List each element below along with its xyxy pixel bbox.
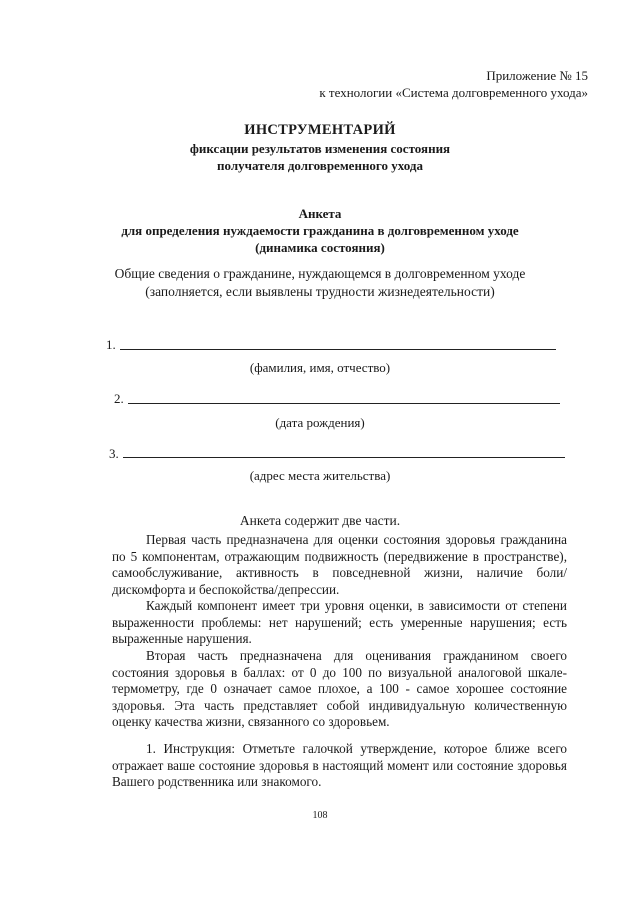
- paragraph-part-one: Первая часть предназначена для оценки состояния здоровья гражданина по 5 компонентам, отражающим подвижность (передвижение в пространстве), самообслуживание, активность в повседневной жизни, наличие боли/дискомфорта и беспокойства/депрессии.: [112, 532, 567, 597]
- paragraph-instruction: 1. Инструкция: Отметьте галочкой утверждение, которое ближе всего отражает ваше состояние здоровья в настоящий момент или состояние здоровья Вашего родственника или знакомого.: [112, 741, 567, 790]
- field-2-caption: (дата рождения): [275, 415, 365, 430]
- general-info-heading: Общие сведения о гражданине, нуждающемся в долговременном уходе: [114, 266, 526, 281]
- toolkit-title: ИНСТРУМЕНТАРИЙ: [244, 122, 396, 138]
- toolkit-subtitle-1: фиксации результатов изменения состояния: [189, 141, 451, 156]
- questionnaire-subtitle-1: для определения нуждаемости гражданина в долговременном уходе: [121, 223, 519, 238]
- paragraph-levels: Каждый компонент имеет три уровня оценки, в зависимости от степени выраженности проблемы: нет нарушений; есть умеренные нарушения; есть выраженные нарушения.: [112, 598, 567, 647]
- field-1-caption: (фамилия, имя, отчество): [249, 360, 391, 375]
- field-3-blank-line[interactable]: [123, 457, 565, 458]
- field-3-number: 3.: [109, 446, 119, 461]
- field-2-blank-line[interactable]: [128, 403, 560, 404]
- general-info-note: (заполняется, если выявлены трудности жизнедеятельности): [145, 284, 495, 299]
- field-1-blank-line[interactable]: [120, 349, 556, 350]
- appendix-reference: к технологии «Система долговременного ухода»: [319, 85, 588, 100]
- page-number: 108: [312, 810, 328, 821]
- questionnaire-title: Анкета: [298, 206, 342, 221]
- toolkit-subtitle-2: получателя долговременного ухода: [217, 158, 423, 173]
- appendix-number: Приложение № 15: [486, 68, 588, 83]
- field-2-number: 2.: [114, 391, 124, 406]
- questionnaire-subtitle-2: (динамика состояния): [255, 240, 385, 255]
- paragraph-part-two: Вторая часть предназначена для оценивания гражданином своего состояния здоровья в баллах: от 0 до 100 по визуальной аналоговой шкале-термометру, где 0 означает самое плохое, а 100 - самое хорошее состояние здоровья. Эта часть представляет собой индивидуальную количественную оценку качества жизни, связанного со здоровьем.: [112, 648, 567, 730]
- field-3-caption: (адрес места жительства): [249, 468, 391, 483]
- questionnaire-intro: Анкета содержит две части.: [239, 513, 401, 528]
- field-1-number: 1.: [106, 337, 116, 352]
